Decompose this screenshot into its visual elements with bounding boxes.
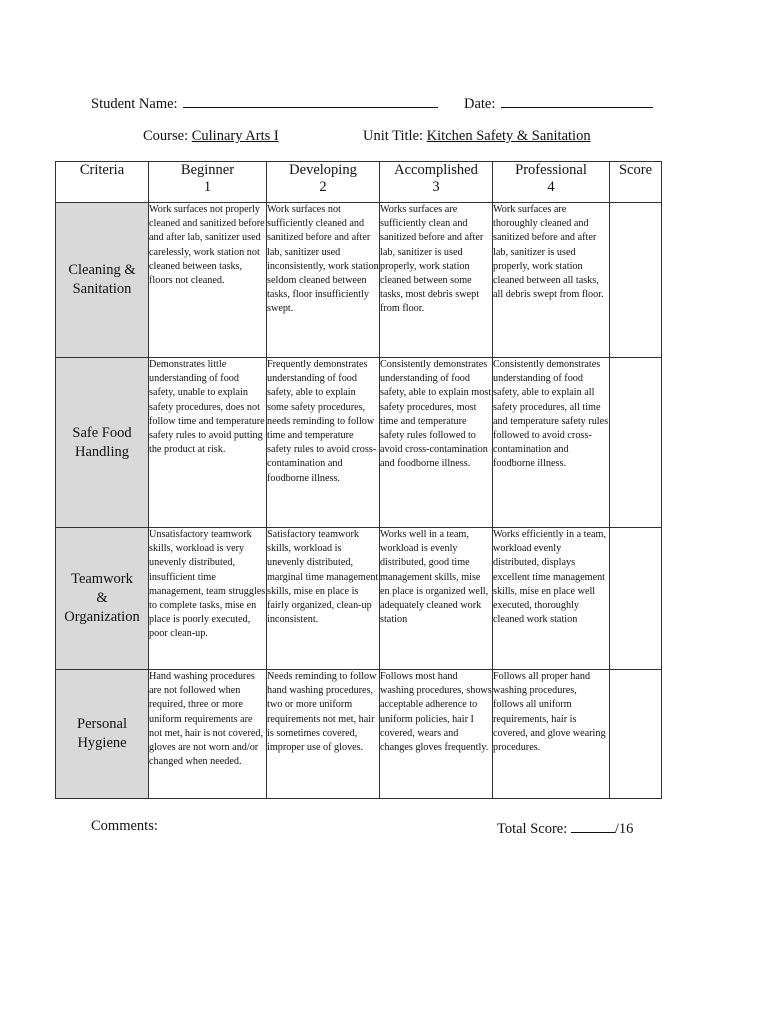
cell-developing: Satisfactory teamwork skills, workload is unevenly distributed, marginal time management skills, mise en place is fairly organized, clean-up inconsistent. — [267, 528, 380, 670]
table-row — [56, 358, 662, 528]
cell-developing: Work surfaces not sufficiently cleaned and sanitized before and after lab, sanitizer used inconsistently, work station seldom cleaned between tasks, floor insufficiently swept. — [267, 203, 380, 358]
header-score: Score — [610, 162, 662, 203]
score-cell[interactable] — [610, 528, 662, 670]
unit-title-value: Kitchen Safety & Sanitation — [426, 128, 591, 144]
cell-developing: Frequently demonstrates understanding of food safety, able to explain some safety procedures, needs reminding to follow time and temperature safety rules to avoid cross-contamination and foodborne illness. — [267, 358, 380, 528]
unit-title-label: Unit Title: — [363, 128, 424, 144]
header-developing: Developing 2 — [267, 162, 380, 203]
cell-accomplished: Works well in a team, workload is evenly distributed, good time management skills, mise en place is organized well, adequately cleaned work station — [380, 528, 493, 670]
total-score-suffix: /16 — [614, 821, 634, 837]
total-score-field[interactable] — [497, 818, 633, 838]
course-label: Course: — [143, 128, 189, 144]
cell-beginner: Unsatisfactory teamwork skills, workload is very unevenly distributed, insufficient time management, team struggles to complete tasks, mise en place is poorly executed, poor clean-up. — [149, 528, 267, 670]
table-row — [56, 670, 662, 799]
table-row — [56, 528, 662, 670]
course-value: Culinary Arts I — [191, 128, 279, 144]
header-criteria: Criteria — [56, 162, 149, 203]
score-cell[interactable] — [610, 670, 662, 799]
cell-beginner: Work surfaces not properly cleaned and sanitized before and after lab, sanitizer used carelessly, work station not cleaned between tasks, floors not cleaned. — [149, 203, 267, 358]
criteria-teamwork-organization: Teamwork & Organization — [56, 528, 149, 670]
date-blank[interactable] — [501, 93, 653, 108]
criteria-personal-hygiene: Personal Hygiene — [56, 670, 149, 799]
cell-accomplished: Follows most hand washing procedures, shows acceptable adherence to uniform policies, hair I covered, wears and changes gloves frequently. — [380, 670, 493, 799]
header-professional: Professional 4 — [493, 162, 610, 203]
student-name-label: Student Name: — [91, 96, 178, 112]
total-score-blank[interactable] — [571, 818, 615, 833]
cell-professional: Consistently demonstrates understanding of food safety, able to explain all safety procedures, all time and temperature safety rules followed to avoid cross-contamination and foodborne illness. — [493, 358, 610, 528]
cell-accomplished: Consistently demonstrates understanding of food safety, able to explain most safety procedures, most time and temperature safety rules followed to avoid cross-contamination and foodborne illness. — [380, 358, 493, 528]
criteria-cleaning-sanitation: Cleaning & Sanitation — [56, 203, 149, 358]
cell-developing: Needs reminding to follow hand washing procedures, two or more uniform requirements not met, hair is sometimes covered, improper use of gloves. — [267, 670, 380, 799]
unit-title-field — [363, 128, 591, 145]
header-accomplished: Accomplished 3 — [380, 162, 493, 203]
cell-professional: Work surfaces are thoroughly cleaned and sanitized before and after lab, sanitizer is used properly, work station cleaned between all tasks, all debris swept from floor. — [493, 203, 610, 358]
course-field — [143, 128, 279, 145]
header-row — [56, 162, 662, 203]
student-name-blank[interactable] — [183, 93, 438, 108]
header-beginner: Beginner 1 — [149, 162, 267, 203]
cell-accomplished: Works surfaces are sufficiently clean and sanitized before and after lab, sanitizer is used properly, work station cleaned between some tasks, most debris swept from floor. — [380, 203, 493, 358]
cell-professional: Follows all proper hand washing procedures, follows all uniform requirements, hair is covered, and glove wearing procedures. — [493, 670, 610, 799]
comments-label: Comments: — [91, 818, 158, 834]
cell-beginner: Demonstrates little understanding of food safety, unable to explain safety procedures, does not follow time and temperature safety rules to avoid putting the product at risk. — [149, 358, 267, 528]
cell-professional: Works efficiently in a team, workload evenly distributed, displays excellent time management skills, mise en place well executed, thoroughly cleaned work station — [493, 528, 610, 670]
score-cell[interactable] — [610, 358, 662, 528]
rubric-table — [55, 161, 662, 799]
date-label: Date: — [464, 96, 496, 112]
table-row — [56, 203, 662, 358]
criteria-safe-food-handling: Safe Food Handling — [56, 358, 149, 528]
student-name-field[interactable] — [91, 93, 438, 113]
score-cell[interactable] — [610, 203, 662, 358]
total-score-label: Total Score: — [497, 821, 568, 837]
cell-beginner: Hand washing procedures are not followed when required, three or more uniform requirements are not met, hair is not covered, gloves are not worn and/or changed when needed. — [149, 670, 267, 799]
date-field[interactable] — [464, 93, 653, 113]
